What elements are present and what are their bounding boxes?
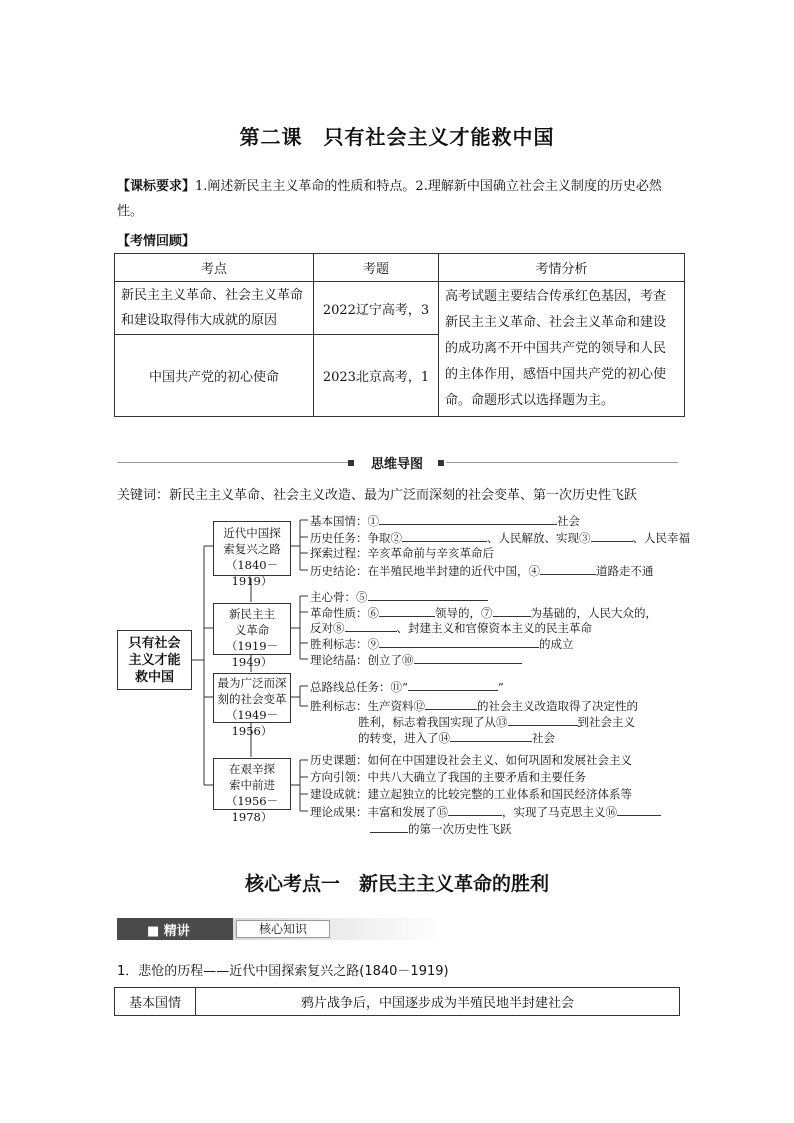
stage3-line1: 最为广泛而深 — [217, 676, 287, 690]
stage2-item1: 主心骨：⑤ — [310, 588, 488, 605]
stage2-item2: 革命性质：⑥ 领导的，⑦ 为基础的，人民大众的， — [310, 606, 657, 620]
mindmap-label: 思维导图 — [370, 457, 423, 472]
stage4-item5: 的第一次历史性飞跃 — [370, 820, 512, 837]
stage-box-3 — [213, 673, 291, 738]
stage-box-4 — [213, 758, 291, 824]
stage-box-1 — [213, 521, 291, 588]
stage2-line1: 新民主主 — [229, 607, 275, 621]
review-tag: 【考情回顾】 — [117, 234, 196, 249]
requirements-text: 1.阐述新民主主义革命的性质和特点。2.理解新中国确立社会主义制度的历史必然性。 — [117, 179, 662, 219]
stage2-line2: 义革命 — [234, 623, 270, 637]
stage3-item3: 胜利，标志着我国实现了从⑬ 到社会主义 — [358, 715, 635, 729]
basic-table — [114, 987, 680, 1016]
root-line-1: 只有社会 — [128, 636, 181, 651]
stage3-line2: 刻的社会变革 — [217, 692, 287, 706]
stage4-line1: 在艰辛探 — [229, 762, 275, 776]
stage1-item4: 历史结论：在半殖民地半封建的近代中国，④ 道路走不通 — [310, 564, 654, 578]
basic-value: 鸦片战争后，中国逐步成为半殖民地半封建社会 — [196, 988, 680, 1016]
stage1-line1: 近代中国探 — [223, 526, 281, 540]
mindmap-root — [117, 630, 192, 690]
table-row — [115, 988, 680, 1016]
stage1-line3: （1840－1919） — [225, 558, 279, 588]
review-point-2: 中国共产党的初心使命 — [115, 335, 314, 417]
stage3-item2: 胜利标志：生产资料⑫ 的社会主义改造取得了决定性的 — [310, 699, 638, 713]
bar-light-label: 核心知识 — [236, 920, 330, 938]
keywords: 关键词：新民主主义革命、社会主义改造、最为广泛而深刻的社会变革、第一次历史性飞跃 — [117, 488, 638, 503]
stage4-line2: 索中前进 — [229, 778, 275, 792]
header-point: 考点 — [115, 254, 314, 282]
stage3-item1: 总路线总任务：⑪“ ” — [310, 680, 504, 694]
page-title: 第二课 只有社会主义才能救中国 — [239, 125, 555, 149]
review-analysis: 高考试题主要结合传承红色基因，考查新民主主义革命、社会主义革命和建设的成功离不开中国共产党的领导和人民的主体作用，感悟中国共产党的初心使命。命题形式以选择题为主。 — [439, 282, 685, 417]
stage2-item3: 反对⑧ 、封建主义和官僚资本主义的民主革命 — [310, 621, 592, 635]
stage2-line3: （1919－1949） — [225, 639, 279, 669]
root-line-2: 主义才能 — [128, 653, 181, 668]
requirements-tag: 【课标要求】 — [117, 179, 196, 194]
stage3-item4: 的转变，进入了⑭ 社会 — [358, 731, 555, 745]
review-exam-2: 2023北京高考，1 — [314, 335, 439, 417]
stage2-item4: 胜利标志：⑨ 的成立 — [310, 637, 574, 651]
stage4-item1: 历史课题：如何在中国建设社会主义、如何巩固和发展社会主义 — [310, 753, 632, 767]
section-heading: 1．悲怆的历程——近代中国探索复兴之路(1840－1919) — [117, 964, 449, 979]
stage4-item4: 理论成果：丰富和发展了⑮ ，实现了马克思主义⑯ — [310, 803, 661, 820]
review-point-1: 新民主主义革命、社会主义革命和建设取得伟大成就的原因 — [115, 282, 314, 335]
stage-box-2 — [213, 603, 291, 669]
stage4-item2: 方向引领：中共八大确立了我国的主要矛盾和主要任务 — [310, 770, 586, 784]
bar-dark-label: ■ 精讲 — [147, 924, 190, 939]
stage1-line2: 索复兴之路 — [223, 542, 281, 556]
core-title: 核心考点一 新民主主义革命的胜利 — [244, 873, 549, 895]
header-analysis: 考情分析 — [439, 254, 685, 282]
basic-label: 基本国情 — [115, 988, 196, 1016]
stage1-item2: 历史任务：争取② 、人民解放、实现③ 、人民幸福 — [310, 531, 690, 545]
stage1-item1: 基本国情：① 社会 — [310, 514, 580, 528]
stage2-item5: 理论结晶：创立了⑩ — [310, 651, 522, 668]
review-exam-1: 2022辽宁高考，3 — [314, 282, 439, 335]
stage4-line3: （1956－1978） — [225, 794, 279, 824]
stage1-item3: 探索过程：辛亥革命前与辛亥革命后 — [310, 546, 494, 560]
stage4-item3: 建设成就：建立起独立的比较完整的工业体系和国民经济体系等 — [310, 787, 632, 801]
header-exam: 考题 — [314, 254, 439, 282]
stage3-line3: （1949－1956） — [225, 708, 279, 738]
root-line-3: 救中国 — [134, 670, 174, 685]
section-bar — [117, 918, 430, 940]
